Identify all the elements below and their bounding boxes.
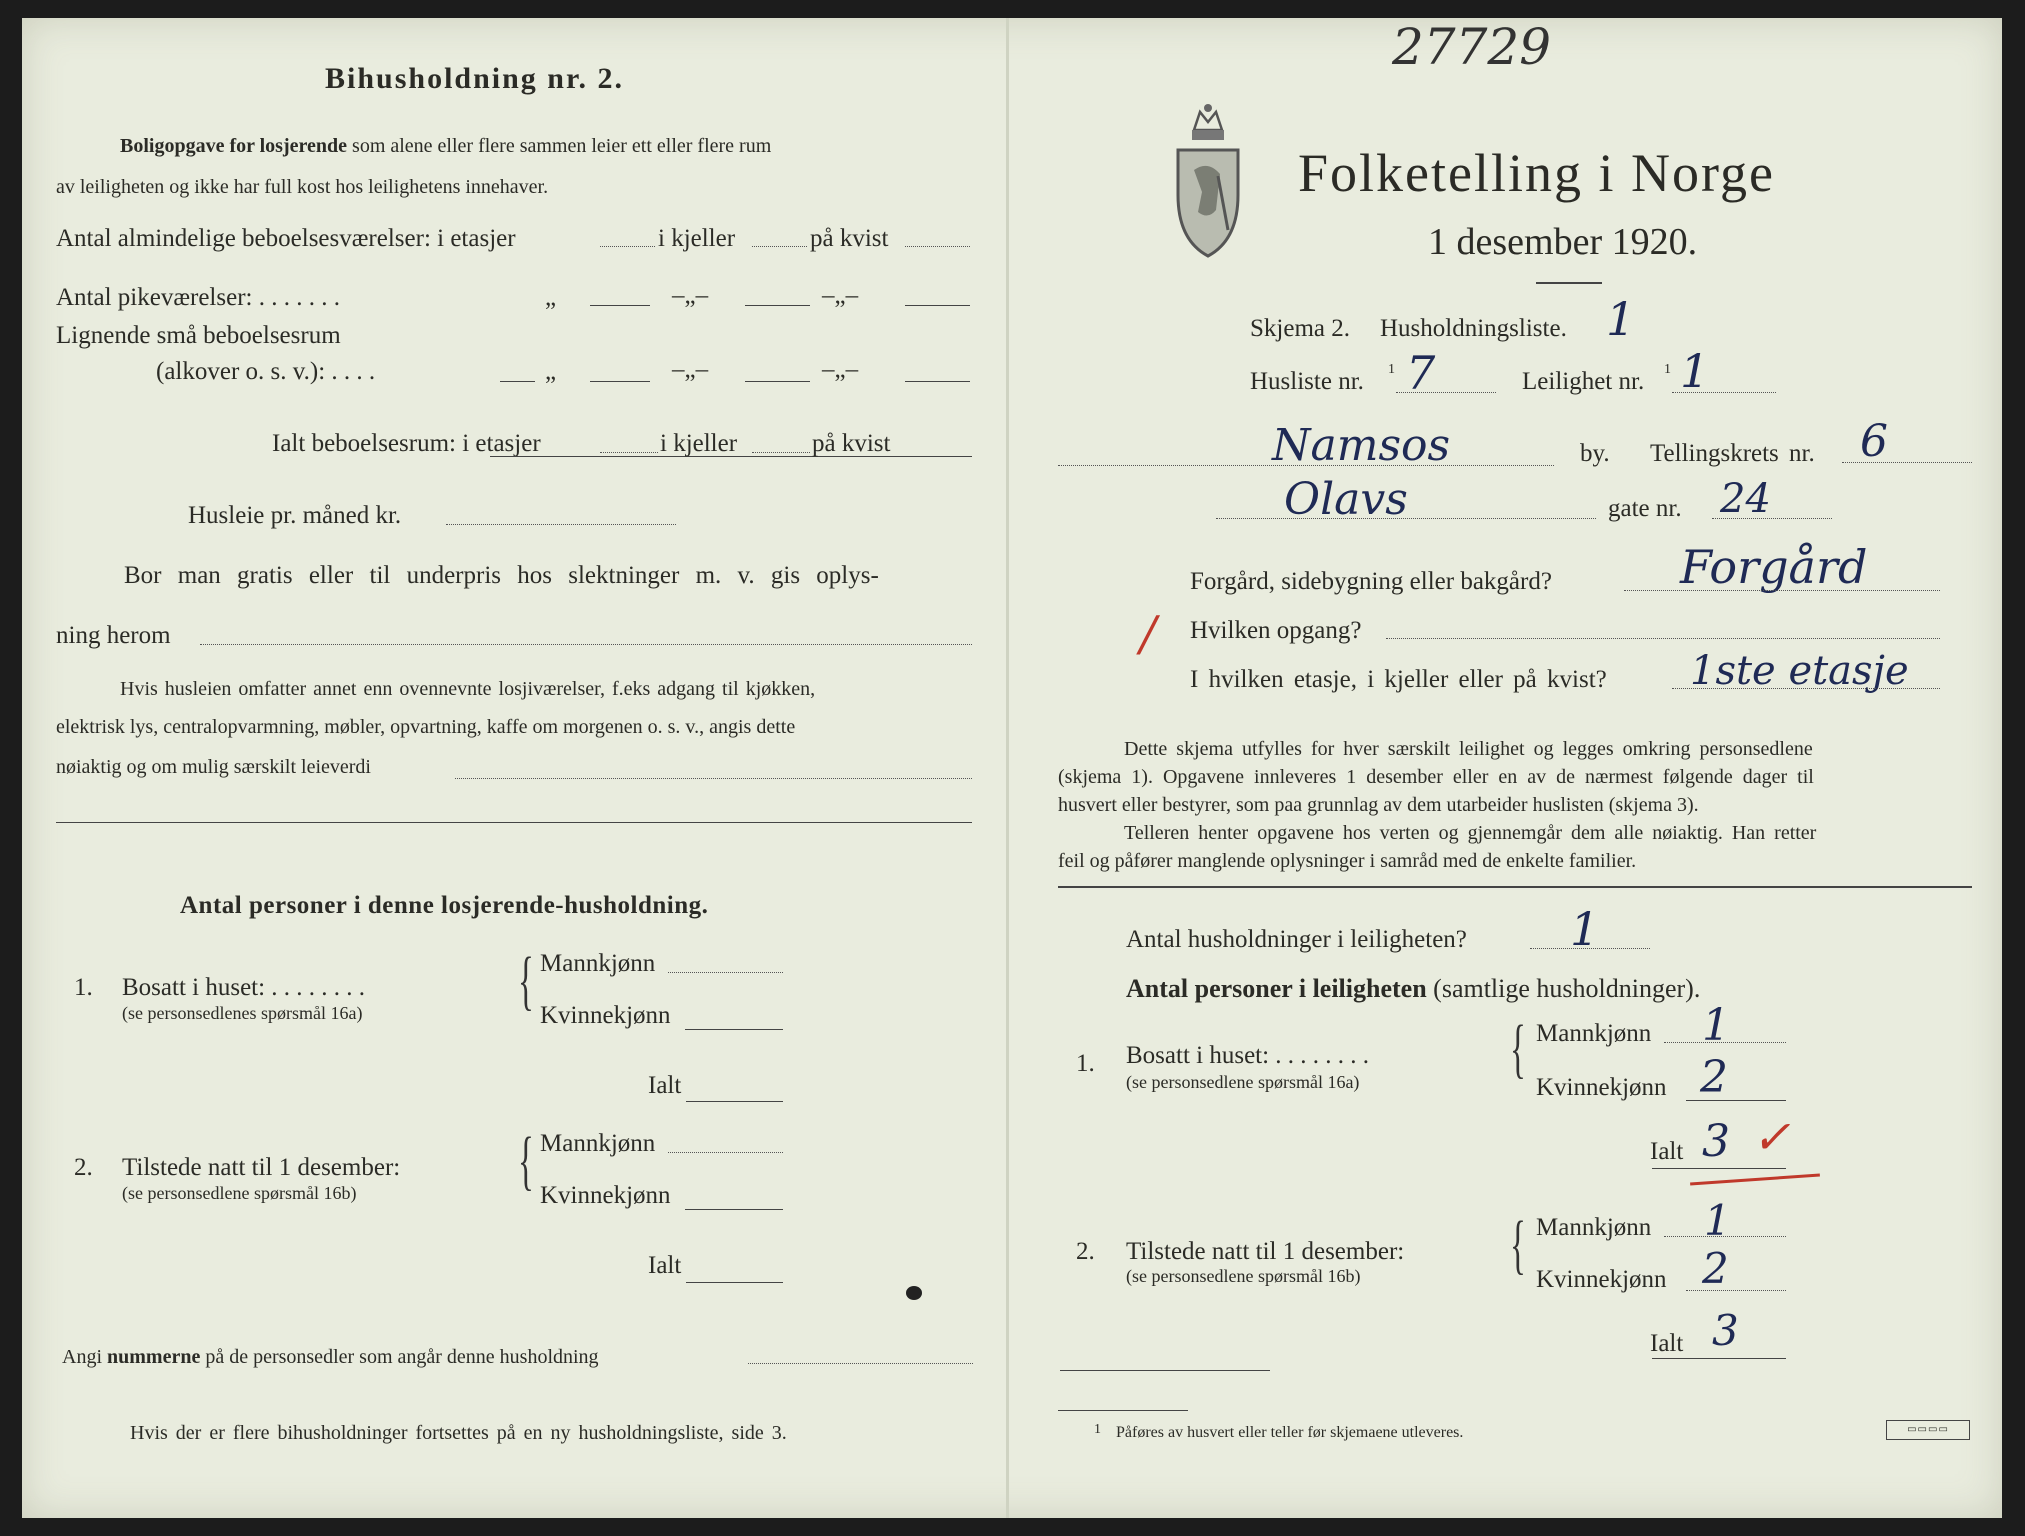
left-q1-mann-label: Mannkjønn — [540, 950, 656, 977]
gate-label: gate nr. — [1608, 495, 1682, 522]
left-q1-kvinne-label: Kvinnekjønn — [540, 1002, 671, 1029]
gratis-line1: Bor man gratis eller til underpris hos slektninger m. v. gis oplys- — [124, 562, 879, 589]
intro-bold: Boligopgave for losjerende — [120, 135, 348, 157]
leilighet-footnote-mark: 1 — [1664, 362, 1671, 377]
pike-field-1 — [590, 305, 650, 306]
tellingskrets-field — [1842, 462, 1972, 463]
intro-rest: som alene eller flere sammen leier ett eller flere rum — [352, 135, 772, 157]
alkover-label: (alkover o. s. v.): . . . . — [156, 358, 376, 385]
right-q1-ialt-value: 3 — [1702, 1116, 1730, 1167]
husholdningsliste-value: 1 — [1606, 292, 1636, 346]
ialt-rooms-label: Ialt beboelsesrum: i etasjer — [272, 430, 541, 457]
right-q2-ialt-label: Ialt — [1650, 1330, 1684, 1357]
right-persons-rest: (samtlige husholdninger). — [1433, 974, 1701, 1003]
right-q1-ialt-field — [1652, 1168, 1786, 1169]
left-q1-brace: { — [518, 944, 534, 1017]
right-q1-ialt-label: Ialt — [1650, 1138, 1684, 1165]
footnote-text: Påføres av husvert eller teller før skjemaene utleveres. — [1116, 1424, 1464, 1441]
right-q2-number: 2. — [1076, 1238, 1095, 1265]
printer-mark: ▭▭▭▭ — [1886, 1420, 1970, 1440]
right-q1-number: 1. — [1076, 1050, 1095, 1077]
left-persons-heading: Antal personer i denne losjerende-husholdning. — [180, 892, 709, 919]
gratis-line2: ning herom — [56, 622, 171, 649]
rooms-kvist-label: på kvist — [810, 225, 889, 252]
opgang-field — [1386, 638, 1940, 639]
town-value: Namsos — [1272, 420, 1451, 471]
right-q1-label: Bosatt i huset: . . . . . . . . — [1126, 1042, 1370, 1069]
right-q1-kvinne-value: 2 — [1700, 1052, 1728, 1103]
left-q1-mann-field — [668, 972, 783, 973]
right-q2-kvinne-field — [1686, 1290, 1786, 1291]
etasje-value: 1ste etasje — [1690, 648, 1909, 694]
husleie-field — [446, 524, 676, 525]
angi-prefix: Angi — [62, 1346, 102, 1368]
note-line3: nøiaktig og om mulig særskilt leieverdi — [56, 756, 371, 778]
right-q1-brace: { — [1510, 1012, 1526, 1085]
right-q1-check-mark: ✓ — [1752, 1110, 1791, 1164]
form-date: 1 desember 1920. — [1428, 221, 1698, 263]
left-q1-label: Bosatt i huset: . . . . . . . . — [122, 974, 366, 1001]
left-q2-ialt-field — [686, 1282, 783, 1283]
husholdningsliste-label: Husholdningsliste. — [1380, 315, 1567, 342]
rooms-etasjer-field — [600, 246, 655, 247]
right-q2-mann-field — [1664, 1236, 1786, 1237]
tellingskrets-value: 6 — [1860, 416, 1888, 467]
husliste-footnote-mark: 1 — [1388, 362, 1395, 377]
intro-line2: av leiligheten og ikke har full kost hos leilighetens innehaver. — [56, 176, 549, 198]
lignende-label: Lignende små beboelsesrum — [56, 322, 341, 349]
right-q1-mann-field — [1664, 1042, 1786, 1043]
title-divider — [1536, 282, 1602, 284]
left-q1-kvinne-field — [685, 1029, 783, 1030]
husliste-label: Husliste nr. — [1250, 368, 1364, 395]
footnote-number: 1 — [1094, 1422, 1101, 1437]
instructions-line5: feil og påfører manglende oplysninger i samråd med de enkelte familier. — [1058, 850, 1637, 872]
note-line1: Hvis husleien omfatter annet enn ovennevnte losjiværelser, f.eks adgang til kjøkken, — [120, 678, 816, 700]
leilighet-value: 1 — [1680, 344, 1710, 398]
left-q2-sub: (se personsedlene spørsmål 16b) — [122, 1183, 357, 1203]
stamp-number: 27729 — [1392, 18, 1552, 76]
right-q2-sub: (se personsedlene spørsmål 16b) — [1126, 1266, 1361, 1286]
leieverdi-field — [455, 778, 972, 779]
rooms-kjeller-label: i kjeller — [658, 225, 736, 252]
alkover-ditto-1: „ — [545, 358, 557, 385]
instructions-line3: husvert eller bestyrer, som paa grunnlag av dem utarbeider huslisten (skjema 3). — [1058, 794, 1699, 816]
right-q2-brace: { — [1510, 1208, 1526, 1281]
leilighet-label: Leilighet nr. — [1522, 368, 1645, 395]
left-footer: Hvis der er flere bihusholdninger fortsettes på en ny husholdningsliste, side 3. — [130, 1422, 787, 1444]
right-q2-ialt-field — [1652, 1358, 1786, 1359]
left-q1-sub: (se personsedlenes spørsmål 16a) — [122, 1003, 363, 1023]
right-q2-mann-label: Mannkjønn — [1536, 1214, 1652, 1241]
angi-rest: på de personsedler som angår denne husholdning — [205, 1346, 599, 1368]
left-q2-label: Tilstede natt til 1 desember: — [122, 1154, 401, 1181]
pike-field-2 — [745, 305, 810, 306]
right-q2-kvinne-label: Kvinnekjønn — [1536, 1266, 1667, 1293]
instructions-divider — [1058, 886, 1972, 888]
pike-ditto-1: „ — [545, 284, 557, 311]
right-q2-label: Tilstede natt til 1 desember: — [1126, 1238, 1405, 1265]
ialt-kjeller-label: i kjeller — [660, 430, 738, 457]
skjema-label: Skjema 2. — [1250, 315, 1350, 342]
instructions-line4: Telleren henter opgavene hos verten og gjennemgår dem alle nøiaktig. Han retter — [1124, 822, 1817, 844]
right-q2-kvinne-value: 2 — [1702, 1244, 1729, 1293]
tellingskrets-label: Tellingskrets nr. — [1650, 440, 1815, 467]
right-persons-bold: Antal personer i leiligheten — [1126, 974, 1427, 1003]
angi-field — [748, 1363, 973, 1364]
pike-field-3 — [905, 305, 970, 306]
gate-value: 24 — [1720, 476, 1771, 522]
alkover-field-3 — [905, 381, 970, 382]
alkover-field-2 — [745, 381, 810, 382]
hush-field — [1530, 948, 1650, 949]
rooms-kvist-field — [905, 246, 970, 247]
norwegian-coat-of-arms-icon — [1172, 100, 1244, 265]
hush-label: Antal husholdninger i leiligheten? — [1126, 926, 1467, 953]
right-q1-mann-value: 1 — [1702, 1000, 1730, 1051]
husliste-field — [1396, 392, 1496, 393]
leilighet-field — [1672, 392, 1776, 393]
left-q2-kvinne-label: Kvinnekjønn — [540, 1182, 671, 1209]
left-q1-ialt-field — [686, 1101, 783, 1102]
note-extra-line — [56, 822, 972, 823]
hush-value: 1 — [1570, 902, 1600, 956]
forgard-field — [1624, 590, 1940, 591]
etasje-field — [1672, 688, 1940, 689]
angi-bold: nummerne — [107, 1346, 201, 1368]
husleie-label: Husleie pr. måned kr. — [188, 502, 402, 529]
left-q2-mann-field — [668, 1152, 783, 1153]
town-field — [1058, 465, 1554, 466]
alkover-field-1 — [590, 381, 650, 382]
instructions-line2: (skjema 1). Opgavene innleveres 1 desember eller en av de nærmest følgende dager til — [1058, 766, 1814, 788]
left-q2-brace: { — [518, 1124, 534, 1197]
street-field — [1216, 518, 1596, 519]
forgard-label: Forgård, sidebygning eller bakgård? — [1190, 568, 1552, 595]
street-value: Olavs — [1284, 474, 1408, 525]
left-q2-ialt-label: Ialt — [648, 1252, 682, 1279]
ink-spot — [906, 1286, 922, 1300]
left-q1-ialt-label: Ialt — [648, 1072, 682, 1099]
ialt-kvist-label: på kvist — [812, 430, 891, 457]
right-q2-mann-value: 1 — [1704, 1196, 1731, 1245]
right-q1-kvinne-label: Kvinnekjønn — [1536, 1074, 1667, 1101]
rooms-kjeller-field — [752, 246, 807, 247]
opgang-label: Hvilken opgang? — [1190, 617, 1362, 644]
right-q2-ialt-value: 3 — [1712, 1306, 1739, 1355]
right-extra-line — [1060, 1370, 1270, 1371]
opgang-mark: / — [1140, 606, 1157, 662]
pike-label: Antal pikeværelser: . . . . . . . — [56, 284, 340, 311]
etasje-label: I hvilken etasje, i kjeller eller på kvist? — [1190, 666, 1607, 693]
footnote-rule — [1058, 1410, 1188, 1411]
page-fold — [1006, 18, 1009, 1518]
husliste-value: 7 — [1406, 346, 1436, 400]
left-q1-number: 1. — [74, 974, 93, 1001]
left-q2-kvinne-field — [685, 1209, 783, 1210]
left-q2-mann-label: Mannkjønn — [540, 1130, 656, 1157]
instructions-line1: Dette skjema utfylles for hver særskilt leilighet og legges omkring personsedlene — [1124, 738, 1813, 760]
note-line2: elektrisk lys, centralopvarmning, møbler, opvartning, kaffe om morgenen o. s. v., angis dette — [56, 716, 796, 738]
forgard-value: Forgård — [1680, 540, 1868, 594]
right-q1-sub: (se personsedlene spørsmål 16a) — [1126, 1072, 1360, 1092]
left-heading: Bihusholdning nr. 2. — [325, 62, 625, 95]
gratis-field — [200, 644, 972, 645]
form-title: Folketelling i Norge — [1298, 143, 1775, 203]
rooms-label: Antal almindelige beboelsesværelser: i etasjer — [56, 225, 516, 252]
left-q2-number: 2. — [74, 1154, 93, 1181]
right-q1-mann-label: Mannkjønn — [1536, 1020, 1652, 1047]
gate-field — [1712, 518, 1832, 519]
by-label: by. — [1580, 440, 1610, 467]
right-q1-kvinne-field — [1686, 1100, 1786, 1101]
